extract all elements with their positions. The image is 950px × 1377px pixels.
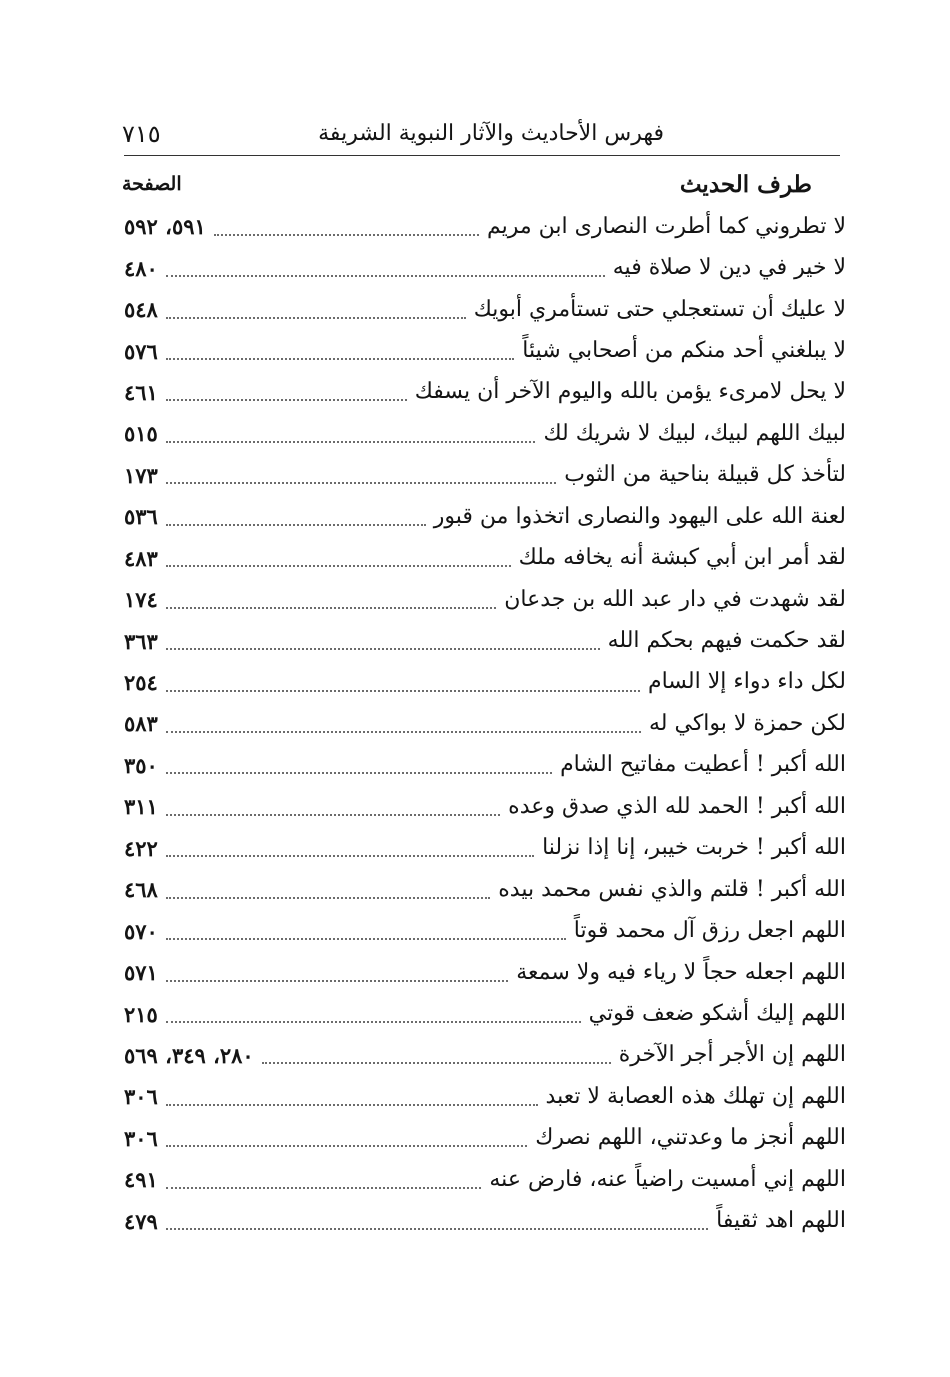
index-entry (124, 1159, 846, 1200)
entry-page-numbers: ٤٦١ (124, 379, 158, 405)
entry-text: لا تطروني كما أطرت النصارى ابن مريم (486, 213, 846, 239)
index-entry (124, 247, 846, 288)
dot-leader (166, 772, 552, 774)
entry-text: اللهم اجعل رزق آل محمد قوتاً (573, 918, 846, 944)
entry-text: اللهم إن تهلك هذه العصابة لا تعبد (545, 1083, 846, 1109)
entry-text: لكن حمزة لا بواكي له (648, 710, 846, 736)
header-rule (124, 155, 840, 156)
entry-text: الله أكبر ! قلتم والذي نفس محمد بيده (498, 876, 846, 902)
entry-text: لقد شهدت في دار عبد الله بن جدعان (504, 586, 846, 612)
index-entry (124, 1035, 846, 1076)
dot-leader (166, 275, 605, 277)
entry-page-numbers: ٣١١ (124, 794, 158, 820)
index-entry (124, 413, 846, 454)
dot-leader (166, 1104, 538, 1106)
entry-page-numbers: ٢٨٠، ٣٤٩، ٥٦٩ (124, 1042, 254, 1068)
entry-page-numbers: ٥٤٨ (124, 297, 158, 323)
dot-leader (166, 731, 641, 733)
entry-text: لا عليك أن تستعجلي حتى تستأمري أبويك (473, 296, 846, 322)
running-title: فهرس الأحاديث والآثار النبوية الشريفة (318, 121, 664, 146)
dot-leader (166, 814, 500, 816)
index-entry (124, 496, 846, 537)
index-entry (124, 745, 846, 786)
index-entry (124, 206, 846, 247)
index-entry (124, 1201, 846, 1242)
entry-text: لكل داء دواء إلا السام (647, 669, 846, 695)
dot-leader (166, 980, 508, 982)
index-entry (124, 1118, 846, 1159)
entry-page-numbers: ١٧٣ (124, 462, 158, 488)
dot-leader (166, 441, 536, 443)
dot-leader (166, 399, 407, 401)
entry-text: لا يحل لامرىء يؤمن بالله واليوم الآخر أن يسفك (414, 379, 846, 405)
entry-page-numbers: ٥٣٦ (124, 504, 158, 530)
entry-page-numbers: ٣٠٦ (124, 1125, 158, 1151)
entry-text: اللهم اهد ثقيفاً (716, 1208, 846, 1234)
page-number: ٧١٥ (122, 120, 161, 148)
index-entry (124, 579, 846, 620)
index-entry (124, 455, 846, 496)
entry-page-numbers: ٣٦٣ (124, 628, 158, 654)
dot-leader (166, 897, 490, 899)
entry-page-numbers: ٢١٥ (124, 1001, 158, 1027)
entry-page-numbers: ١٧٤ (124, 587, 158, 613)
column-headers (122, 166, 842, 202)
entry-page-numbers: ٥٨٣ (124, 711, 158, 737)
dot-leader (166, 317, 466, 319)
entry-text: الله أكبر ! أعطيت مفاتيح الشام (560, 752, 846, 778)
entry-page-numbers: ٥٧٠ (124, 918, 158, 944)
dot-leader (166, 358, 514, 360)
dot-leader (166, 1145, 527, 1147)
entry-page-numbers: ٤٧٩ (124, 1208, 158, 1234)
column-header-hadith: طرف الحديث (679, 170, 812, 198)
entry-page-numbers: ٤٨٠ (124, 255, 158, 281)
entry-text: لبيك اللهم لبيك، لبيك لا شريك لك (543, 420, 846, 446)
entry-text: لقد حكمت فيهم بحكم الله (607, 628, 846, 653)
index-entry (124, 289, 846, 330)
running-head (122, 110, 840, 154)
dot-leader (166, 648, 600, 650)
dot-leader (166, 938, 566, 940)
entry-text: لا يبلغني أحد منكم من أصحابي شيئاً (522, 337, 846, 363)
index-entry (124, 538, 846, 579)
index-entry (124, 1076, 846, 1117)
entry-text: الله أكبر ! خربت خيبر، إنا إذا نزلنا (542, 835, 846, 861)
index-entry (124, 869, 846, 910)
index-entry (124, 662, 846, 703)
index-entry (124, 330, 846, 371)
dot-leader (166, 690, 640, 692)
dot-leader (166, 607, 496, 609)
dot-leader (166, 1187, 482, 1189)
index-entry (124, 993, 846, 1034)
dot-leader (166, 1021, 581, 1023)
dot-leader (166, 482, 556, 484)
dot-leader (166, 565, 511, 567)
entry-text: الله أكبر ! الحمد لله الذي صدق وعده (508, 793, 846, 819)
column-header-page: الصفحة (122, 173, 182, 195)
index-entry (124, 786, 846, 827)
dot-leader (262, 1062, 611, 1064)
index-entry (124, 952, 846, 993)
entry-text: لتأخذ كل قبيلة بناحية من الثوب (564, 462, 846, 488)
entry-page-numbers: ٤٨٣ (124, 545, 158, 571)
entry-page-numbers: ٤٦٨ (124, 877, 158, 903)
entry-text: اللهم أنجز ما وعدتني، اللهم نصرك (535, 1125, 846, 1151)
index-entry (124, 372, 846, 413)
entry-page-numbers: ٥٩١، ٥٩٢ (124, 214, 206, 240)
dot-leader (166, 524, 426, 526)
entry-page-numbers: ٢٥٤ (124, 670, 158, 696)
entry-page-numbers: ٤٩١ (124, 1167, 158, 1193)
entry-text: لقد أمر ابن أبي كبشة أنه يخافه ملك (518, 545, 846, 571)
entry-page-numbers: ٥٧١ (124, 960, 158, 986)
dot-leader (214, 234, 479, 236)
entry-page-numbers: ٤٢٢ (124, 835, 158, 861)
entry-text: اللهم اجعله حجاً لا رياء فيه ولا سمعة (516, 959, 846, 985)
entry-page-numbers: ٥٧٦ (124, 338, 158, 364)
entry-text: اللهم إليك أشكو ضعف قوتي (588, 1000, 846, 1026)
dot-leader (166, 855, 534, 857)
entry-page-numbers: ٥١٥ (124, 421, 158, 447)
entry-page-numbers: ٣٥٠ (124, 752, 158, 778)
entry-text: لعنة الله على اليهود والنصارى اتخذوا من قبور (433, 503, 846, 529)
entry-text: اللهم إني أمسيت راضياً عنه، فارض عنه (489, 1166, 846, 1192)
index-entries (124, 206, 846, 1242)
entry-text: لا خير في دين لا صلاة فيه (612, 255, 846, 281)
index-entry (124, 910, 846, 951)
entry-page-numbers: ٣٠٦ (124, 1084, 158, 1110)
index-entry (124, 620, 846, 661)
dot-leader (166, 1228, 708, 1230)
index-entry (124, 828, 846, 869)
index-entry (124, 703, 846, 744)
entry-text: اللهم إن الأجر أجر الآخرة (618, 1042, 846, 1068)
